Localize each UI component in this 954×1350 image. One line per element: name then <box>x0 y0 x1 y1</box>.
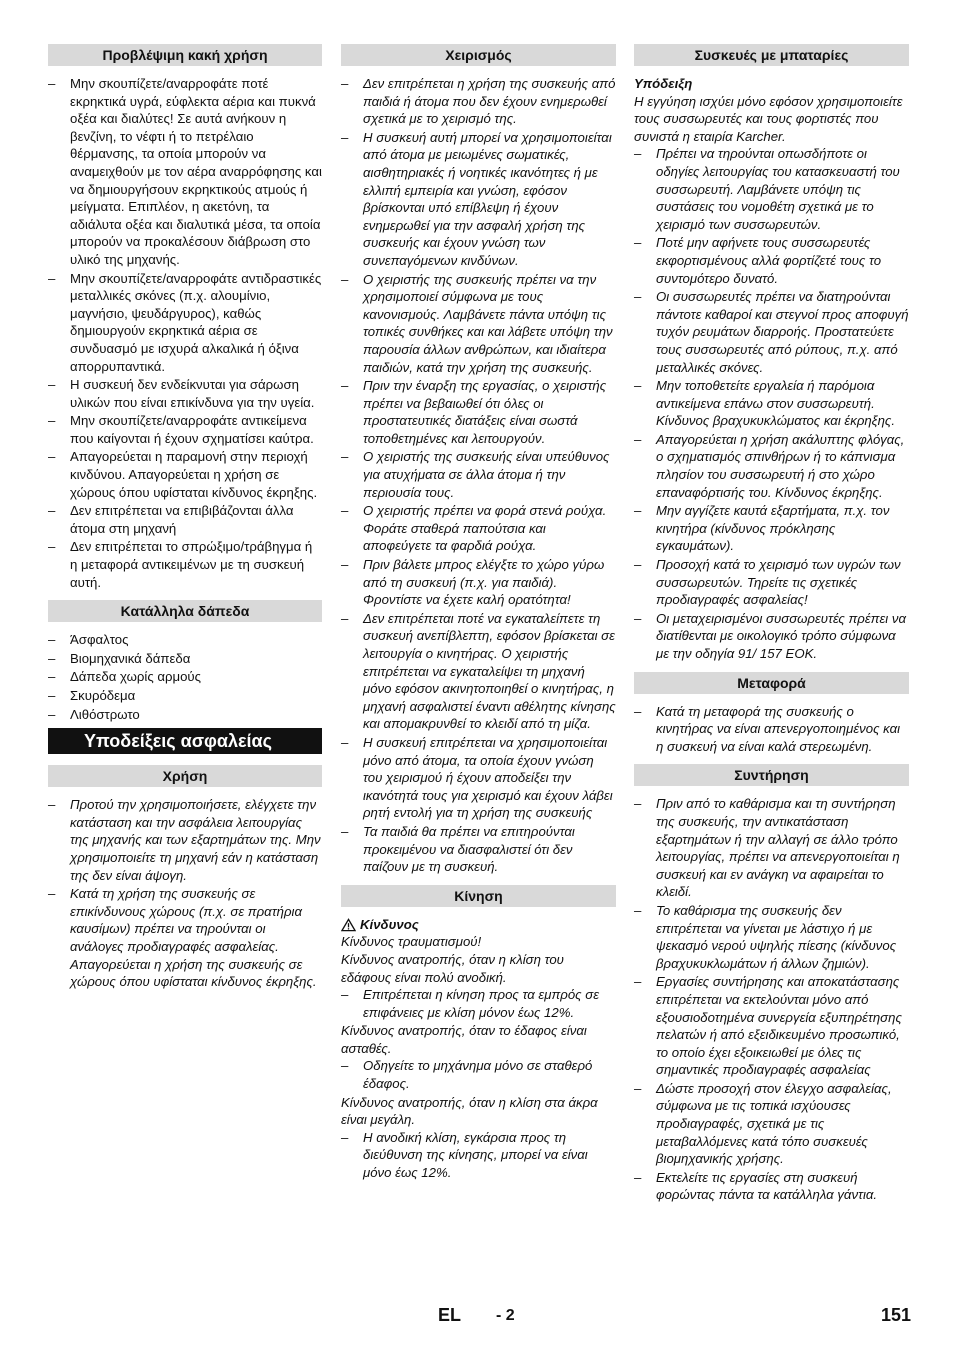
section-header-movement: Κίνηση <box>341 885 616 907</box>
list-item: – Οι συσσωρευτές πρέπει να διατηρούνται πάντοτε καθαροί και στεγνοί προς αποφυγή τυχόν ρευμάτων διαρροής. Προστατεύετε τους συσσωρευτές από ρύπους, π.χ. από μεταλλικές σκόνες. <box>634 288 909 376</box>
chapter-title-safety: Υποδείξεις ασφαλείας <box>48 728 322 754</box>
list-item: – Προσοχή κατά το χειρισμό των υγρών των συσσωρευτών. Τηρείτε τις σχετικές προδιαγραφές ασφαλείας! <box>634 556 909 609</box>
list-item: – Δεν επιτρέπεται το σπρώξιμο/τράβηγμα ή η μεταφορά αντικειμένων με τη συσκευή αυτή. <box>48 538 322 591</box>
danger-text: Κίνδυνος ανατροπής, όταν η κλίση στα άκρα είναι μεγάλη. <box>341 1094 598 1128</box>
section-header-suitable-floors: Κατάλληλα δάπεδα <box>48 600 322 622</box>
note-label: Υπόδειξη <box>634 76 693 91</box>
list-item: – Εκτελείτε τις εργασίες στη συσκευή φορώντας πάντα τα κατάλληλα γάντια. <box>634 1169 909 1204</box>
list-item: – Η συσκευή δεν ενδείκνυται για σάρωση υλικών που είναι επικίνδυνα για την υγεία. <box>48 376 322 411</box>
list-item: – Το καθάρισμα της συσκευής δεν επιτρέπεται να γίνεται με λάστιχο ή με ψεκασμό νερού υψηλής πίεσης (κίνδυνος βραχυκυκλωμάτων ή άλλων ζημιών). <box>634 902 909 972</box>
battery-list <box>634 145 909 662</box>
transport-list <box>634 703 909 756</box>
note-text: Η εγγύηση ισχύει μόνο εφόσον χρησιμοποιείτε τους συσσωρευτές και τους φορτιστές που συνιστά η εταιρία Karcher. <box>634 93 903 144</box>
list-item: – Ποτέ μην αφήνετε τους συσσωρευτές εκφορτισμένους αλλά φορτίζετέ τους το συντομότερο δυνατό. <box>634 234 909 287</box>
list-item: – Οδηγείτε το μηχάνημα μόνο σε σταθερό έδαφος. <box>341 1057 616 1092</box>
misuse-list <box>48 75 322 591</box>
list-item: – Πριν την έναρξη της εργασίας, ο χειριστής πρέπει να βεβαιωθεί ότι όλες οι προστατευτικές διατάξεις είναι σωστά τοποθετημένες και λειτουργούν. <box>341 377 616 447</box>
operation-list <box>341 75 616 876</box>
list-item: – Η ανοδική κλίση, εγκάρσια προς τη διεύθυνση της κίνησης, μπορεί να είναι μόνο έως 12%. <box>341 1129 616 1182</box>
danger-note <box>341 916 616 934</box>
section-header-operation: Χειρισμός <box>341 44 616 66</box>
list-item: – Τα παιδιά θα πρέπει να επιτηρούνται προκειμένου να διασφαλιστεί ότι δεν παίζουν με τη συσκευή. <box>341 823 616 876</box>
list-item: – Σκυρόδεμα <box>48 687 322 705</box>
danger-text: Κίνδυνος ανατροπής, όταν η κλίση του εδάφους είναι πολύ ανοδική. <box>341 951 564 985</box>
list-item: – Δάπεδα χωρίς αρμούς <box>48 668 322 686</box>
list-item: – Πριν βάλετε μπρος ελέγξτε το χώρο γύρω από τη συσκευή (π.χ. για παιδιά). Φροντίστε να έχετε καλή ορατότητα! <box>341 556 616 609</box>
danger-text: Κίνδυνος τραυματισμού! <box>341 934 482 950</box>
page-number: 151 <box>880 1305 911 1325</box>
list-item: – Μην σκουπίζετε/αναρροφάτε αντικείμενα που καίγονται ή έχουν σχηματίσει καύτρα. <box>48 412 322 447</box>
column-middle <box>341 44 616 1183</box>
list-item: – Δεν επιτρέπεται να επιβιβάζονται άλλα άτομα στη μηχανή <box>48 502 322 537</box>
list-item: – Επιτρέπεται η κίνηση προς τα εμπρός σε επιφάνειες με κλίση μόνον έως 12%. <box>341 986 616 1021</box>
list-item: – Απαγορεύεται η παραμονή στην περιοχή κινδύνου. Απαγορεύεται η χρήση σε χώρους όπου υφίσταται κίνδυνος έκρηξης. <box>48 448 322 501</box>
list-item: – Μην σκουπίζετε/αναρροφάτε αντιδραστικές μεταλλικές σκόνες (π.χ. αλουμίνιο, μαγνήσιο, ψευδάργυρος), καθώς δημιουργούν εκρηκτικά αέρια σε συνδυασμό με ισχυρά αλκαλικά ή όξινα απορρυπαντικά. <box>48 270 322 376</box>
list-item: – Ο χειριστής πρέπει να φορά στενά ρούχα. Φοράτε σταθερά παπούτσια και αποφεύγετε τα φαρδιά ρούχα. <box>341 502 616 555</box>
list-item: – Λιθόστρωτο <box>48 706 322 724</box>
list-item: – Άσφαλτος <box>48 631 322 649</box>
floors-list <box>48 631 322 723</box>
list-item: – Εργασίες συντήρησης και αποκατάστασης επιτρέπεται να εκτελούνται μόνο από εξουσιοδοτημένα συνεργεία εξυπηρέτησης πελατών ή από εξειδικευμένο προσωπικό, το οποίο έχει εξοικειωθεί με όλες τις σημαντικές προδιαγραφές ασφαλείας <box>634 973 909 1079</box>
list-item: – Δεν επιτρέπεται η χρήση της συσκευής από παιδιά ή άτομα που δεν έχουν ενημερωθεί σχετικά με το χειρισμό της. <box>341 75 616 128</box>
list-item: – Απαγορεύεται η χρήση ακάλυπτης φλόγας, ο σχηματισμός σπινθήρων ή το κάπνισμα πλησίον του συσσωρευτή ή στο χώρο επαναφόρτισής του. Κίνδυνος έκρηξης. <box>634 431 909 501</box>
maintenance-list <box>634 795 909 1204</box>
danger-text: Κίνδυνος ανατροπής, όταν το έδαφος είναι ασταθές. <box>341 1023 587 1056</box>
list-item: – Ο χειριστής της συσκευής είναι υπεύθυνος για ατυχήματα σε άλλα άτομα ή την περιουσία τους. <box>341 448 616 501</box>
section-header-foreseeable-misuse: Προβλέψιμη κακή χρήση <box>48 44 322 66</box>
list-item: – Η συσκευή επιτρέπεται να χρησιμοποιείται μόνο από άτομα, τα οποία έχουν γνώση του χειρισμού ή έχουν αποδείξει την ικανότητά τους για χειρισμό και έχουν λάβει ρητή εντολή για τη χρήση της συσκευής <box>341 734 616 822</box>
warning-triangle-icon <box>341 918 356 932</box>
list-item: – Μην τοποθετείτε εργαλεία ή παρόμοια αντικείμενα επάνω στον συσσωρευτή. Κίνδυνος βραχυκυκλώματος και έκρηξης. <box>634 377 909 430</box>
list-item: – Μην σκουπίζετε/αναρροφάτε ποτέ εκρηκτικά υγρά, εύφλεκτα αέρια και πυκνά οξέα και διαλύτες! Σε αυτά ανήκουν η βενζίνη, το νέφτι ή το πετρέλαιο θέρμανσης, τα οποία μπορούν να αναμειχθούν με τον αέρα αναρρόφησης και να δημιουργήσουν εκρηκτικούς ατμούς ή μείγματα. Επιπλέον, η ακετόνη, τα αδιάλυτα οξέα και διαλυτικά μέσα, τα οποία μπορούν να προκαλέσουν διάβρωση στο υλικό της μηχανής. <box>48 75 322 269</box>
list-item: – Πριν από το καθάρισμα και τη συντήρηση της συσκευής, την αντικατάσταση εξαρτημάτων ή την αλλαγή σε άλλο τρόπο λειτουργίας, πρέπει να απενεργοποιείται η συσκευή και εν ανάγκη να αφαιρείται το κλειδί. <box>634 795 909 901</box>
list-item: – Κατά τη μεταφορά της συσκευής ο κινητήρας να είναι απενεργοποιημένος και η συσκευή να είναι καλά στερεωμένη. <box>634 703 909 756</box>
page-footer <box>0 1305 954 1329</box>
list-item: – Κατά τη χρήση της συσκευής σε επικίνδυνους χώρους (π.χ. σε πρατήρια καυσίμων) πρέπει να τηρούνται οι ανάλογες προδιαγραφές ασφαλείας. Απαγορεύεται η χρήση της συσκευής σε χώρους όπου υφίσταται κίνδυνος έκρηξης. <box>48 885 322 991</box>
list-item: – Βιομηχανικά δάπεδα <box>48 650 322 668</box>
list-item: – Προτού την χρησιμοποιήσετε, ελέγχετε την κατάσταση και την ασφάλεια λειτουργίας της μηχανής και των εξαρτημάτων της. Μην χρησιμοποιείτε τη μηχανή εάν η κατάσταση της δεν είναι άψογη. <box>48 796 322 884</box>
list-item: – Η συσκευή αυτή μπορεί να χρησιμοποιείται από άτομα με μειωμένες σωματικές, αισθητηριακές ή νοητικές ικανότητες ή με ελλιπή εμπειρία και γνώση, εφόσον βρίσκονται υπό επίβλεψη ή έχουν ενημερωθεί για την ασφαλή χρήση της συσκευής και έχουν γνώση των συνεπαγόμενων κινδύνων. <box>341 129 616 270</box>
section-header-use: Χρήση <box>48 765 322 787</box>
list-item: – Οι μεταχειρισμένοι συσσωρευτές πρέπει να διατίθενται με οικολογικό τρόπο σύμφωνα με την οδηγία 91/ 157 ΕΟΚ. <box>634 610 909 663</box>
section-header-transport: Μεταφορά <box>634 672 909 694</box>
section-number: - 2 <box>496 1307 515 1324</box>
use-list <box>48 796 322 991</box>
column-left <box>48 44 322 992</box>
list-item: – Ο χειριστής της συσκευής πρέπει να την χρησιμοποιεί σύμφωνα με τους κανονισμούς. Λαμβάνετε πάντα υπόψη τις τοπικές συνθήκες και και λάβετε υπόψη την παρουσία άλλων ανθρώπων, και ιδιαίτερα παιδιών, κατά την χρήση της συσκευής. <box>341 271 616 377</box>
list-item: – Μην αγγίζετε καυτά εξαρτήματα, π.χ. τον κινητήρα (κίνδυνος πρόκλησης εγκαυμάτων). <box>634 502 909 555</box>
list-item: – Πρέπει να τηρούνται οπωσδήποτε οι οδηγίες λειτουργίας του κατασκευαστή του συσσωρευτή. Λαμβάνετε υπόψη τις συστάσεις του νομοθέτη σχετικά με το χειρισμό των συσσωρευτών. <box>634 145 909 233</box>
column-right <box>634 44 909 1205</box>
language-code: EL <box>438 1305 462 1325</box>
section-header-battery-devices: Συσκευές με μπαταρίες <box>634 44 909 66</box>
list-item: – Δεν επιτρέπεται ποτέ να εγκαταλείπετε τη συσκευή ανεπίβλεπτη, εφόσον βρίσκεται σε λειτουργία ο κινητήρας. Ο χειριστής επιτρέπεται να εγκαταλείψει τη μηχανή μόνο εφόσον ακινητοποιηθεί ο κινητήρας, η μηχανή ασφαλιστεί έναντι αθέλητης κίνησης και απομακρυνθεί το κλειδί από τη μίζα. <box>341 610 616 733</box>
danger-label: Κίνδυνος <box>360 916 419 932</box>
section-header-maintenance: Συντήρηση <box>634 764 909 786</box>
list-item: – Δώστε προσοχή στον έλεγχο ασφαλείας, σύμφωνα με τις τοπικά ισχύουσες προδιαγραφές, σχετικά με τις μεταβαλλόμενες κατά τόπο συσκευές βιομηχανικής χρήσης. <box>634 1080 909 1168</box>
